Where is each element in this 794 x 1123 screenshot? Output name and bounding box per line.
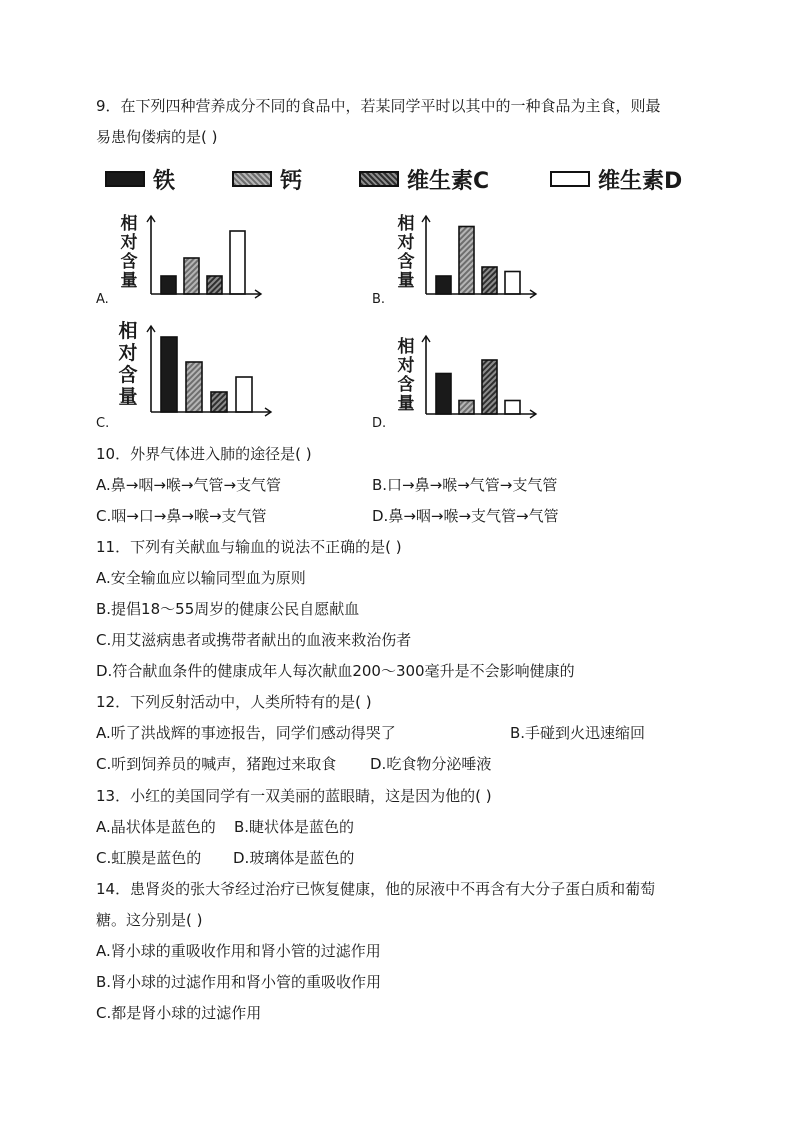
- q13-option-d[interactable]: D.玻璃体是蓝色的: [233, 849, 355, 867]
- ylabel-char: 含: [397, 252, 415, 272]
- ylabel-char: 相: [397, 337, 415, 357]
- q10-option-a[interactable]: A.鼻→咽→喉→气管→支气管: [96, 476, 282, 494]
- legend-item-vitamin-c: [359, 164, 489, 194]
- q13-option-c[interactable]: C.虹膜是蓝色的: [96, 849, 202, 867]
- legend-swatch-vitamin-d: [550, 171, 590, 187]
- bar-iron: [436, 374, 451, 415]
- bar-vitamin-d: [230, 231, 245, 294]
- legend-swatch-iron: [105, 171, 145, 187]
- ylabel-char: 对: [397, 233, 415, 253]
- q11-stem: 11．下列有关献血与输血的说法不正确的是( ): [96, 538, 402, 556]
- bar-iron: [161, 337, 177, 412]
- bar-vitamin-c: [482, 360, 497, 414]
- q13-option-b[interactable]: B.睫状体是蓝色的: [234, 818, 355, 836]
- chart-c-option-label[interactable]: C.: [96, 416, 110, 431]
- q14-option-a[interactable]: A.肾小球的重吸收作用和肾小管的过滤作用: [96, 942, 381, 960]
- bar-vitamin-d: [236, 377, 252, 412]
- bar-calcium: [459, 227, 474, 295]
- bar-iron: [161, 276, 176, 294]
- chart-d-ylabel: [395, 338, 417, 414]
- chart-d: [420, 330, 540, 422]
- q12-option-d[interactable]: D.吃食物分泌唾液: [370, 755, 492, 773]
- ylabel-char: 含: [118, 364, 138, 386]
- chart-b-option-label[interactable]: B.: [372, 292, 386, 307]
- chart-c-ylabel: [116, 320, 140, 408]
- ylabel-char: 量: [118, 386, 138, 408]
- legend-swatch-vitamin-c: [359, 171, 399, 187]
- legend-label-iron: 铁: [153, 168, 176, 194]
- legend-label-vitamin-c: 维生素C: [407, 168, 490, 194]
- ylabel-char: 对: [120, 233, 138, 253]
- q12-option-b[interactable]: B.手碰到火迅速缩回: [510, 724, 646, 742]
- bar-calcium: [459, 401, 474, 415]
- legend-label-calcium: 钙: [280, 168, 303, 194]
- bar-iron: [436, 276, 451, 294]
- chart-a-ylabel: [118, 215, 140, 291]
- q12-stem: 12．下列反射活动中，人类所特有的是( ): [96, 693, 372, 711]
- q10-stem: 10．外界气体进入肺的途径是( ): [96, 445, 312, 463]
- bar-calcium: [186, 362, 202, 412]
- legend-label-vitamin-d: 维生素D: [598, 168, 683, 194]
- chart-a-option-label[interactable]: A.: [96, 292, 109, 307]
- q10-option-c[interactable]: C.咽→口→鼻→喉→支气管: [96, 507, 267, 525]
- q10-option-d[interactable]: D.鼻→咽→喉→支气管→气管: [372, 507, 559, 525]
- bar-vitamin-d: [505, 272, 520, 295]
- q14-option-c[interactable]: C.都是肾小球的过滤作用: [96, 1004, 262, 1022]
- bar-calcium: [184, 258, 199, 294]
- chart-b: [420, 210, 540, 302]
- ylabel-char: 量: [397, 271, 415, 291]
- bar-vitamin-c: [211, 392, 227, 412]
- ylabel-char: 对: [118, 342, 138, 364]
- legend-swatch-calcium: [232, 171, 272, 187]
- chart-a: [145, 210, 265, 302]
- q9-stem-line2: 易患佝偻病的是( ): [96, 128, 218, 146]
- ylabel-char: 相: [120, 214, 138, 234]
- chart-d-option-label[interactable]: D.: [372, 416, 387, 431]
- q9-stem-line1: 9．在下列四种营养成分不同的食品中，若某同学平时以其中的一种食品为主食，则最: [96, 97, 661, 115]
- ylabel-char: 含: [397, 375, 415, 395]
- chart-legend: [97, 162, 697, 196]
- q13-option-a[interactable]: A.晶状体是蓝色的: [96, 818, 216, 836]
- q14-option-b[interactable]: B.肾小球的过滤作用和肾小管的重吸收作用: [96, 973, 382, 991]
- chart-b-ylabel: [395, 215, 417, 291]
- ylabel-char: 对: [397, 356, 415, 376]
- q11-option-d[interactable]: D.符合献血条件的健康成年人每次献血200～300毫升是不会影响健康的: [96, 662, 575, 680]
- q12-option-a[interactable]: A.听了洪战辉的事迹报告，同学们感动得哭了: [96, 724, 396, 742]
- ylabel-char: 相: [118, 320, 138, 342]
- ylabel-char: 相: [397, 214, 415, 234]
- bar-vitamin-c: [207, 276, 222, 294]
- bar-vitamin-d: [505, 401, 520, 415]
- q14-stem-line1: 14．患肾炎的张大爷经过治疗已恢复健康，他的尿液中不再含有大分子蛋白质和葡萄: [96, 880, 656, 898]
- q12-option-c[interactable]: C.听到饲养员的喊声，猪跑过来取食: [96, 755, 337, 773]
- legend-item-iron: [105, 164, 175, 194]
- ylabel-char: 量: [397, 394, 415, 414]
- q11-option-c[interactable]: C.用艾滋病患者或携带者献出的血液来救治伤者: [96, 631, 412, 649]
- q11-option-a[interactable]: A.安全输血应以输同型血为原则: [96, 569, 306, 587]
- bar-vitamin-c: [482, 267, 497, 294]
- q13-stem: 13．小红的美国同学有一双美丽的蓝眼睛，这是因为他的( ): [96, 787, 492, 805]
- ylabel-char: 量: [120, 271, 138, 291]
- legend-item-vitamin-d: [550, 164, 682, 194]
- q11-option-b[interactable]: B.提倡18～55周岁的健康公民自愿献血: [96, 600, 360, 618]
- ylabel-char: 含: [120, 252, 138, 272]
- q10-option-b[interactable]: B.口→鼻→喉→气管→支气管: [372, 476, 558, 494]
- q14-stem-line2: 糖。这分别是( ): [96, 911, 203, 929]
- chart-c: [145, 320, 275, 420]
- legend-item-calcium: [232, 164, 302, 194]
